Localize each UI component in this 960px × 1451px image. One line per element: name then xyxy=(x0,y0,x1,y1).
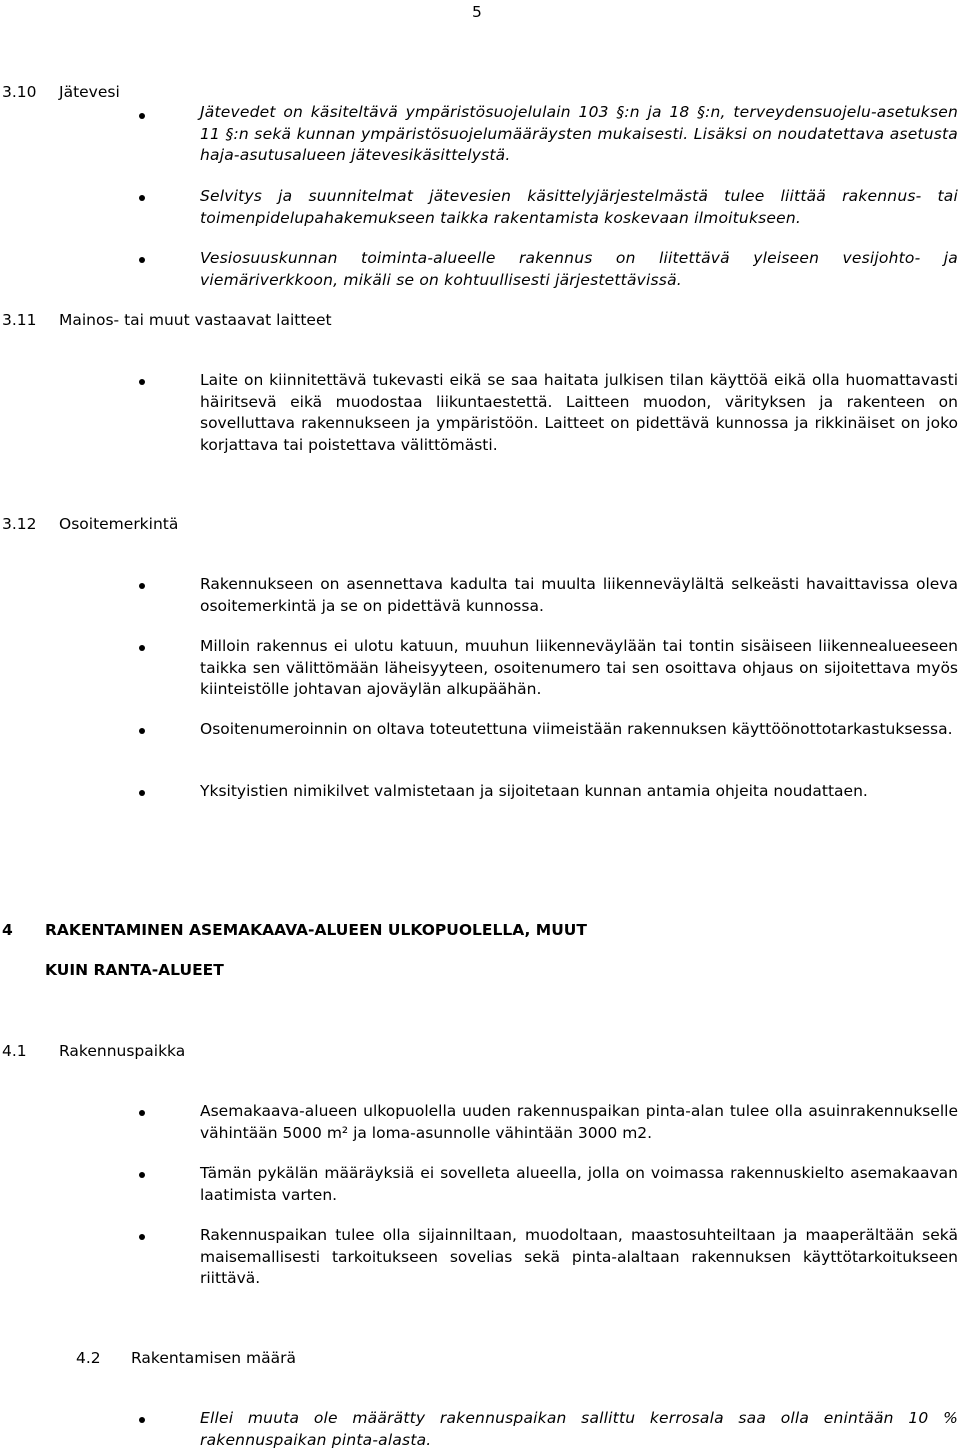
section-heading-3-12 xyxy=(2,514,178,536)
bullet-dot xyxy=(139,1234,145,1240)
bullet-text: Milloin rakennus ei ulotu katuun, muuhun liikenneväylään tai tontin sisäiseen liikennealueeseen taikka sen välittömään läheisyyteen, osoitenumero tai sen osoittava ohjaus on sijoitettava myös kiinteistölle johtavan ajoväylän alkupäähän. xyxy=(200,637,958,698)
chapter-title-line-2: KUIN RANTA-ALUEET xyxy=(45,961,224,979)
bullet-dot xyxy=(139,195,145,201)
section-heading-4-1 xyxy=(2,1041,185,1063)
bullet-text: Tämän pykälän määräyksiä ei sovelleta alueella, jolla on voimassa rakennuskielto asemakaavan laatimista varten. xyxy=(200,1164,958,1204)
bullet-text: Ellei muuta ole määrätty rakennuspaikan sallittu kerrosala saa olla enintään 10 % rakennuspaikan pinta-alasta. xyxy=(200,1409,958,1449)
chapter-heading-4 xyxy=(2,920,587,942)
bullet-text: Yksityistien nimikilvet valmistetaan ja sijoitetaan kunnan antamia ohjeita noudattaen. xyxy=(200,782,868,800)
bullet-text: Rakennuspaikan tulee olla sijainniltaan, muodoltaan, maastosuhteiltaan ja maaperältään sekä maisemallisesti tarkoitukseen sovelias sekä pinta-alaltaan rakennuksen käyttötarkoitukseen riittävä. xyxy=(200,1226,958,1287)
section-number: 4.1 xyxy=(2,1042,27,1060)
section-number: 4.2 xyxy=(76,1349,101,1367)
bullet-dot xyxy=(139,790,145,796)
bullet-text: Vesiosuuskunnan toiminta-alueelle rakennus on liitettävä yleiseen vesijohto- ja viemäriverkkoon, mikäli se on kohtuullisesti järjestettävissä. xyxy=(200,249,958,289)
section-title: Jätevesi xyxy=(59,83,120,101)
chapter-title-line-1: RAKENTAMINEN ASEMAKAAVA-ALUEEN ULKOPUOLELLA, MUUT xyxy=(45,921,587,939)
bullet-dot xyxy=(139,645,145,651)
bullet-dot xyxy=(139,1417,145,1423)
section-title: Rakentamisen määrä xyxy=(131,1349,297,1367)
section-title: Osoitemerkintä xyxy=(59,515,179,533)
section-number: 3.10 xyxy=(2,83,37,101)
bullet-dot xyxy=(139,113,145,119)
bullet-text: Jätevedet on käsiteltävä ympäristösuojelulain 103 §:n ja 18 §:n, terveydensuojelu-asetuksen 11 §:n sekä kunnan ympäristösuojelumääräysten mukaisesti. Lisäksi on noudatettava asetusta haja-asutusalueen jätevesikäsittelystä. xyxy=(200,103,958,164)
page-number: 5 xyxy=(472,3,482,21)
chapter-number: 4 xyxy=(2,921,13,939)
bullet-text: Osoitenumeroinnin on oltava toteutettuna viimeistään rakennuksen käyttöönottotarkastuksessa. xyxy=(200,720,953,738)
section-number: 3.12 xyxy=(2,515,37,533)
section-heading-3-10 xyxy=(2,82,120,104)
bullet-text: Selvitys ja suunnitelmat jätevesien käsittelyjärjestelmästä tulee liittää rakennus- tai toimenpidelupahakemukseen taikka rakentamista koskevaan ilmoitukseen. xyxy=(200,187,958,227)
bullet-dot xyxy=(139,728,145,734)
section-heading-4-2 xyxy=(76,1348,296,1370)
bullet-text: Laite on kiinnitettävä tukevasti eikä se saa haitata julkisen tilan käyttöä eikä olla huomattavasti häiritsevä eikä muodostaa liikuntaestettä. Laitteen muodon, värityksen ja rakenteen on sovelluttava rakennukseen ja ympäristöön. Laitteet on pidettävä kunnossa ja rikkinäiset on joko korjattava tai poistettava välittömästi. xyxy=(200,371,958,454)
bullet-dot xyxy=(139,257,145,263)
section-heading-3-11 xyxy=(2,310,332,332)
bullet-dot xyxy=(139,1172,145,1178)
bullet-text: Rakennukseen on asennettava kadulta tai muulta liikenneväylältä selkeästi havaittavissa oleva osoitemerkintä ja se on pidettävä kunnossa. xyxy=(200,575,958,615)
section-title: Mainos- tai muut vastaavat laitteet xyxy=(59,311,332,329)
bullet-text: Asemakaava-alueen ulkopuolella uuden rakennuspaikan pinta-alan tulee olla asuinrakennukselle vähintään 5000 m² ja loma-asunnolle vähintään 3000 m2. xyxy=(200,1102,958,1142)
bullet-dot xyxy=(139,379,145,385)
bullet-dot xyxy=(139,583,145,589)
section-number: 3.11 xyxy=(2,311,37,329)
section-title: Rakennuspaikka xyxy=(59,1042,186,1060)
bullet-dot xyxy=(139,1110,145,1116)
